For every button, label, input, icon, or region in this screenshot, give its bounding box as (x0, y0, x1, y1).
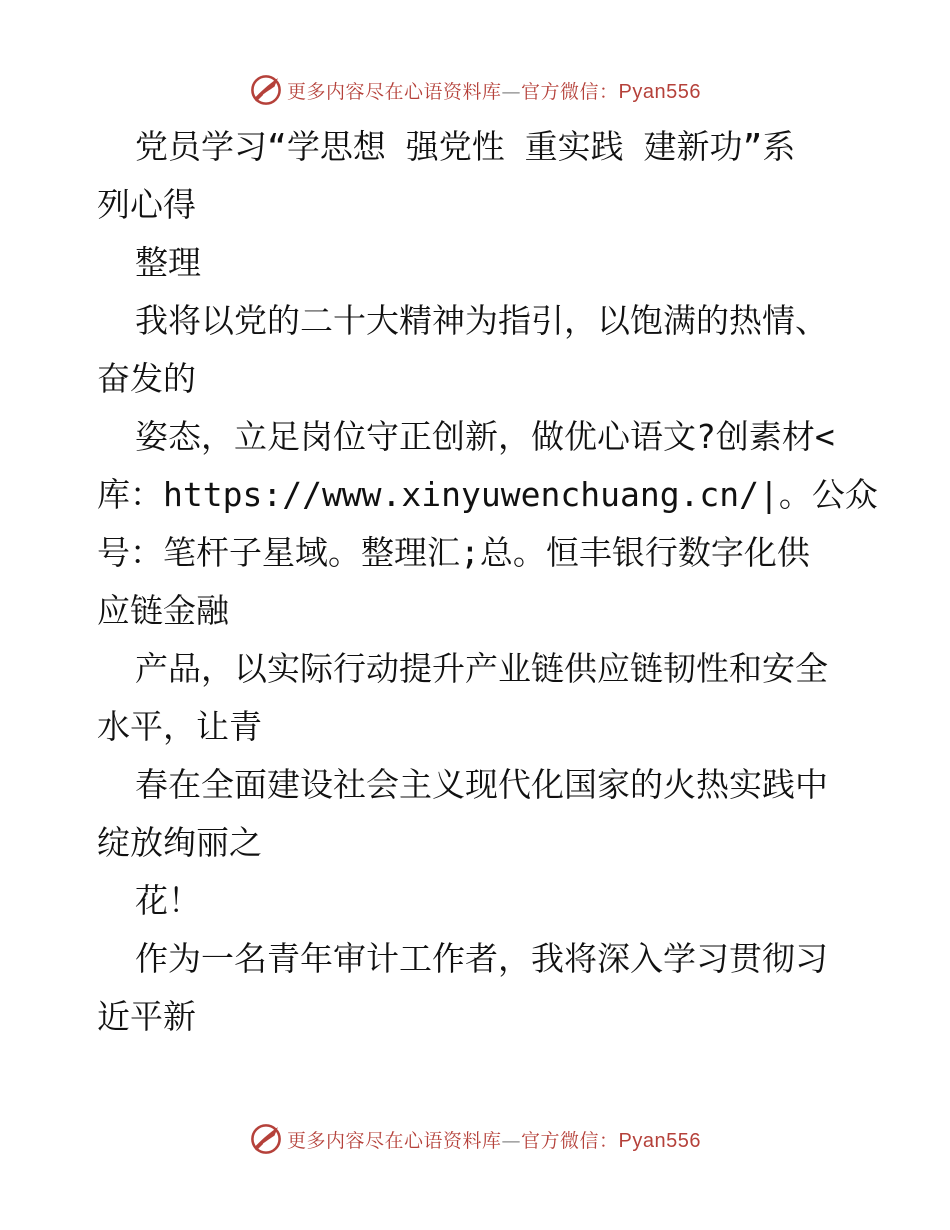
wechat-label: 官方微信： (521, 80, 619, 103)
wechat-label: 官方微信： (521, 1129, 619, 1152)
text-line: 绽放绚丽之 (97, 823, 262, 862)
text-line: 近平新 (97, 997, 196, 1036)
text-line: 花！ (135, 881, 201, 920)
text-line: 应链金融 (97, 591, 229, 630)
header-banner-text (287, 77, 701, 104)
brand-text: 更多内容尽在心语资料库 (287, 1129, 502, 1152)
text-line: 产品，以实际行动提升产业链供应链韧性和安全 (135, 649, 828, 688)
wechat-id: Pyan556 (618, 80, 701, 103)
quill-pen-logo-icon (249, 1122, 283, 1156)
document-body (97, 118, 878, 1046)
quill-pen-logo-icon (249, 73, 283, 107)
wechat-id: Pyan556 (618, 1129, 701, 1152)
text-line: 党员学习“学思想 强党性 重实践 建新功”系 (135, 127, 796, 166)
header-banner (0, 70, 950, 110)
footer-banner (0, 1119, 950, 1159)
text-line: 水平，让青 (97, 707, 262, 746)
text-line: 姿态，立足岗位守正创新，做优心语文?创素材< (135, 417, 835, 456)
brand-text: 更多内容尽在心语资料库 (287, 80, 502, 103)
text-line: 整理 (135, 243, 201, 282)
text-line: 我将以党的二十大精神为指引，以饱满的热情、 (135, 301, 828, 340)
banner-dash: — (501, 80, 522, 103)
banner-dash: — (501, 1129, 522, 1152)
header-banner-content (249, 73, 701, 107)
footer-banner-content (249, 1122, 701, 1156)
text-line: 奋发的 (97, 359, 196, 398)
footer-banner-text (287, 1126, 701, 1153)
text-line: 号：笔杆子星域。整理汇;总。恒丰银行数字化供 (97, 533, 810, 572)
text-line: 库：https://www.xinyuwenchuang.cn/|。公众 (97, 475, 878, 514)
text-line: 列心得 (97, 185, 196, 224)
text-line: 作为一名青年审计工作者，我将深入学习贯彻习 (135, 939, 828, 978)
text-line: 春在全面建设社会主义现代化国家的火热实践中 (135, 765, 828, 804)
